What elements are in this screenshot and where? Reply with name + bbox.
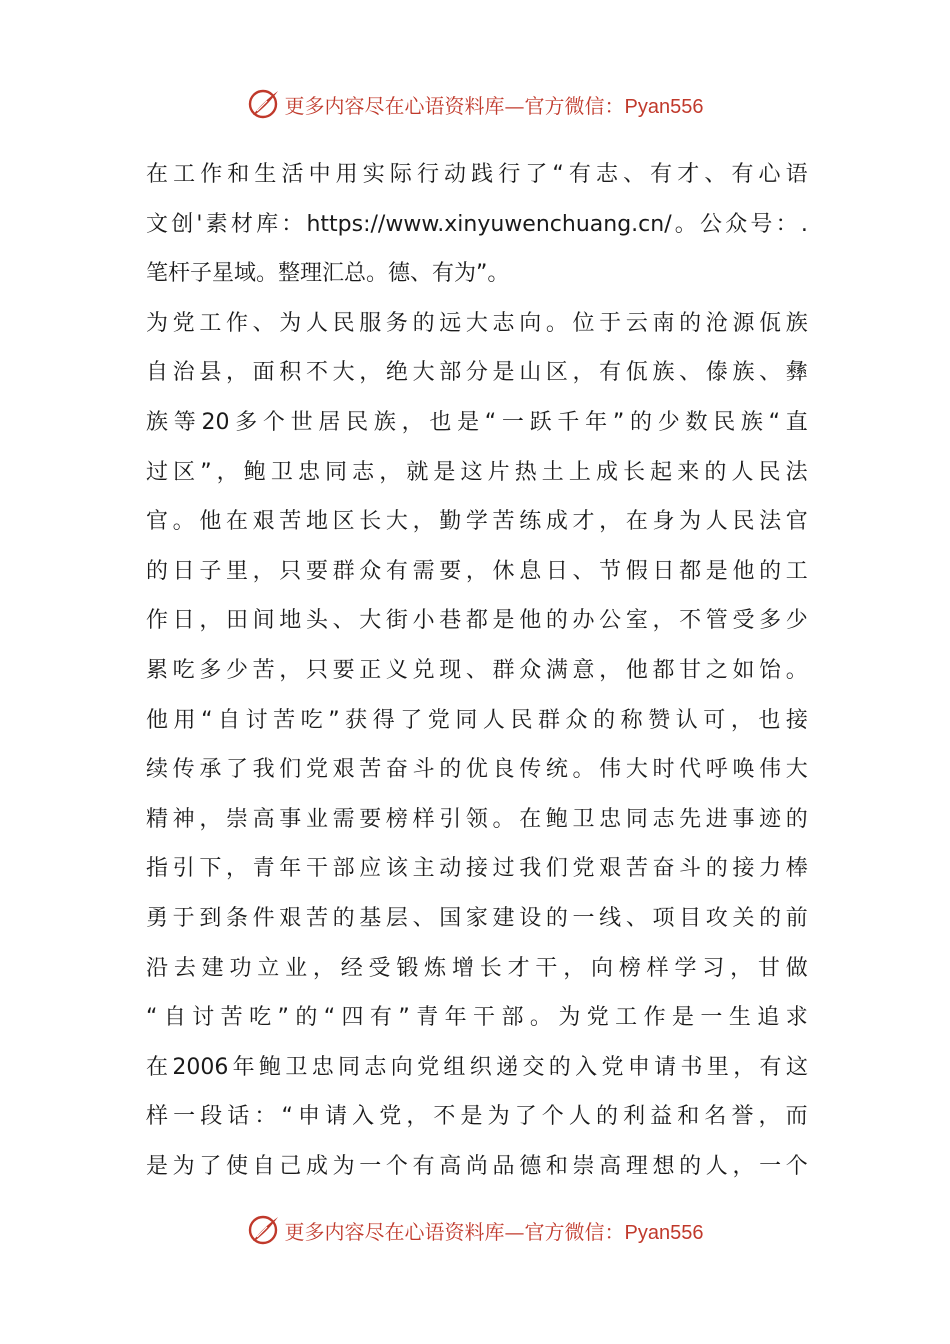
text-line: 续 传 承 了 我 们 党 艰 苦 奋 斗 的 优 良 传 统 。 伟 大 时 代 呼 唤 伟 大: [146, 757, 808, 783]
body-text: [146, 150, 808, 1191]
text-line: 沿 去 建 功 立 业 ， 经 受 锻 炼 增 长 才 干 ， 向 榜 样 学 习 ， 甘 做: [146, 955, 808, 981]
text-line: 样 一 段 话 ： “ 申 请 入 党 ， 不 是 为 了 个 人 的 利 益 和 名 誉 ， 而: [146, 1104, 808, 1130]
text-line: 他 用 “ 自 讨 苦 吃 ” 获 得 了 党 同 人 民 群 众 的 称 赞 认 可 ， 也 接: [146, 707, 808, 733]
quill-logo-icon: [247, 87, 281, 121]
text-line: “ 自 讨 苦 吃 ” 的 “ 四 有 ” 青 年 干 部 。 为 党 工 作 是 一 生 追 求: [146, 1005, 808, 1031]
footer-wechat-id: Pyan556: [624, 1221, 704, 1244]
footer-banner: [0, 1210, 950, 1250]
text-line: 族 等 20 多 个 世 居 民 族 ， 也 是 “ 一 跃 千 年 ” 的 少 数 民 族 “ 直: [146, 409, 808, 435]
text-line: 是 为 了 使 自 己 成 为 一 个 有 高 尚 品 德 和 崇 高 理 想 的 人 ， 一 个: [146, 1153, 808, 1179]
header-text: [285, 90, 704, 119]
text-line: 勇 于 到 条 件 艰 苦 的 基 层 、 国 家 建 设 的 一 线 、 项 目 攻 关 的 前: [146, 905, 808, 931]
footer-wechat-label: 官方微信：: [524, 1219, 625, 1244]
text-line: 的 日 子 里 ， 只 要 群 众 有 需 要 ， 休 息 日 、 节 假 日 都 是 他 的 工: [146, 558, 808, 584]
header-wechat-id: Pyan556: [624, 95, 704, 118]
text-line: 在 2006 年 鲍 卫 忠 同 志 向 党 组 织 递 交 的 入 党 申 请 书 里 ， 有 这: [146, 1054, 808, 1080]
text-line: 文 创 ' 素 材 库 ： https://www.xinyuwenchuang.cn/ 。 公 众 号 ： .: [146, 211, 808, 237]
text-line: 在 工 作 和 生 活 中 用 实 际 行 动 践 行 了 “ 有 志 、 有 才 、 有 心 语: [146, 162, 808, 187]
text-line: 过 区 ” ， 鲍 卫 忠 同 志 ， 就 是 这 片 热 土 上 成 长 起 来 的 人 民 法: [146, 459, 808, 485]
text-line: 官 。 他 在 艰 苦 地 区 长 大 ， 勤 学 苦 练 成 才 ， 在 身 为 人 民 法 官: [146, 509, 808, 535]
quill-logo-icon: [247, 1213, 281, 1247]
text-line: 自 治 县 ， 面 积 不 大 ， 绝 大 部 分 是 山 区 ， 有 佤 族 、 傣 族 、 彝: [146, 360, 808, 386]
footer-brand: 更多内容尽在心语资料库: [284, 1219, 505, 1244]
text-line: 为 党 工 作 、 为 人 民 服 务 的 远 大 志 向 。 位 于 云 南 的 沧 源 佤 族: [146, 310, 808, 336]
text-line: 精 神 ， 崇 高 事 业 需 要 榜 样 引 领 。 在 鲍 卫 忠 同 志 先 进 事 迹 的: [146, 806, 808, 832]
header-banner: [0, 84, 950, 124]
text-line: 累 吃 多 少 苦 ， 只 要 正 义 兑 现 、 群 众 满 意 ， 他 都 甘 之 如 饴 。: [146, 657, 808, 683]
text-line: 指 引 下 ， 青 年 干 部 应 该 主 动 接 过 我 们 党 艰 苦 奋 斗 的 接 力 棒: [146, 856, 808, 882]
footer-dash: —: [504, 1219, 525, 1244]
header-wechat-label: 官方微信：: [524, 93, 625, 118]
header-dash: —: [504, 93, 525, 118]
text-line: 作 日 ， 田 间 地 头 、 大 街 小 巷 都 是 他 的 办 公 室 ， 不 管 受 多 少: [146, 608, 808, 634]
text-line: 笔杆子星域。整理汇总。德、有为”。: [146, 261, 510, 287]
footer-text: [285, 1216, 704, 1245]
header-brand: 更多内容尽在心语资料库: [284, 93, 505, 118]
